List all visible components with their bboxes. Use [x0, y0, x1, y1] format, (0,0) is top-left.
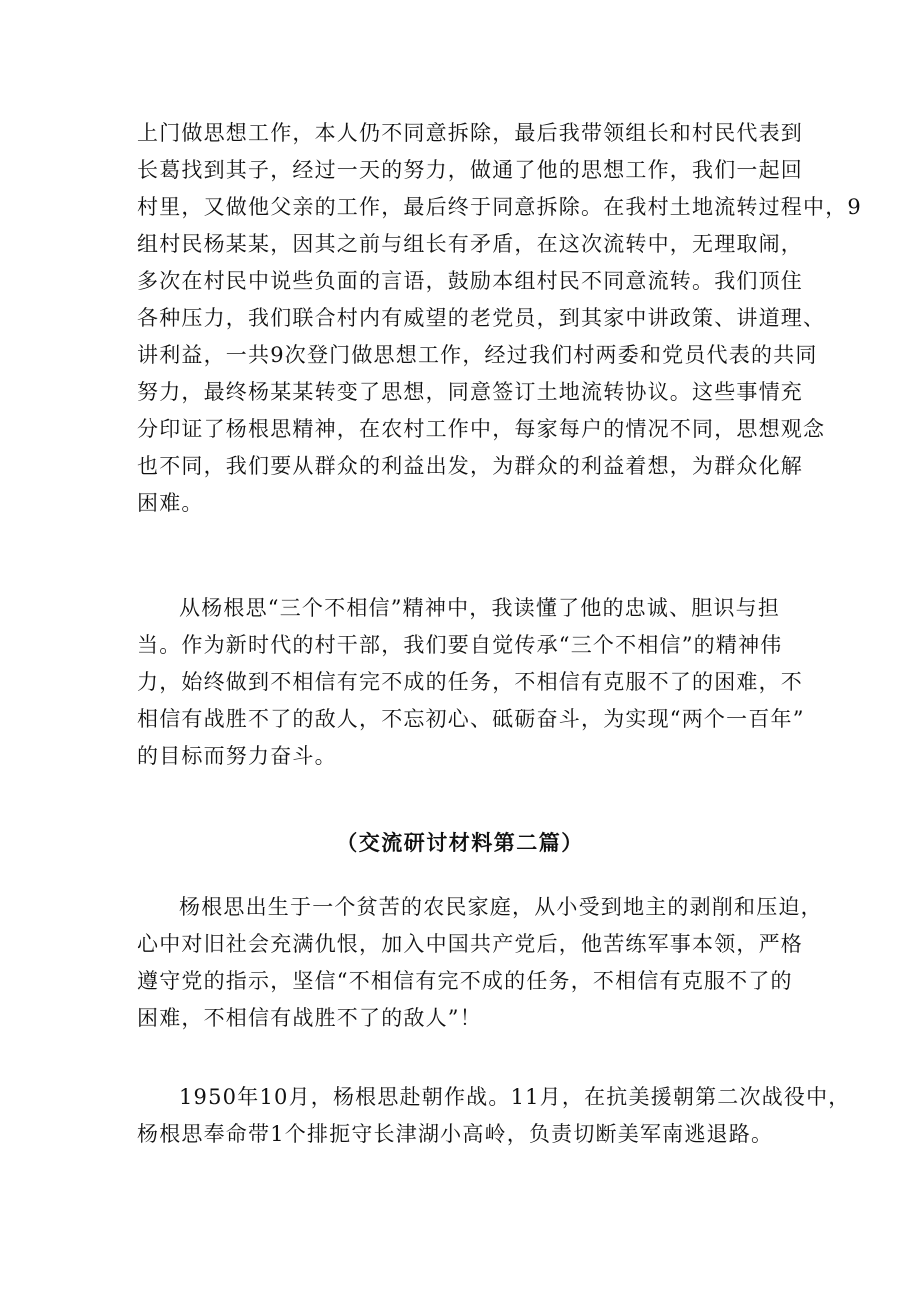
text-line: 困难，不相信有战胜不了的敌人”！ [137, 1006, 482, 1030]
text-line: 心中对旧社会充满仇恨，加入中国共产党后，他苦练军事本领，严格 [137, 932, 803, 956]
text-line: 杨根思奉命带1个排扼守长津湖小高岭，负责切断美军南逃退路。 [137, 1122, 774, 1146]
paragraph-continued [137, 115, 862, 522]
text-line: 困难。 [137, 491, 204, 515]
text-line: 也不同，我们要从群众的利益出发，为群众的利益着想，为群众化解 [137, 454, 803, 478]
text-line: 各种压力，我们联合村内有威望的老党员，到其家中讲政策、讲道理、 [137, 306, 826, 330]
text-line: 多次在村民中说些负面的言语，鼓励本组村民不同意流转。我们顶住 [137, 269, 803, 293]
text-line: 1950年10月，杨根思赴朝作战。11月，在抗美援朝第二次战役中， [179, 1085, 851, 1109]
text-line: 组村民杨某某，因其之前与组长有矛盾，在这次流转中，无理取闹， [137, 232, 803, 256]
paragraph-biography [137, 889, 823, 1037]
text-line: 长葛找到其子，经过一天的努力，做通了他的思想工作，我们一起回 [137, 158, 803, 182]
text-line: 相信有战胜不了的敌人，不忘初心、砥砺奋斗，为实现“两个一百年” [137, 707, 805, 731]
text-line: 讲利益，一共9次登门做思想工作，经过我们村两委和党员代表的共同 [137, 343, 818, 367]
text-line: 遵守党的指示，坚信“不相信有完不成的任务，不相信有克服不了的 [137, 969, 793, 993]
text-line: 的目标而努力奋斗。 [137, 744, 337, 768]
text-line: 努力，最终杨某某转变了思想，同意签订土地流转协议。这些事情充 [137, 380, 803, 404]
paragraph-korean-war [137, 1079, 851, 1153]
paragraph-three-beliefs [137, 590, 805, 775]
text-line: 从杨根思“三个不相信”精神中，我读懂了他的忠诚、胆识与担 [179, 596, 781, 620]
text-line: 杨根思出生于一个贫苦的农民家庭，从小受到地主的剥削和压迫， [179, 895, 823, 919]
text-line: 村里，又做他父亲的工作，最后终于同意拆除。在我村土地流转过程中，9 [137, 195, 862, 219]
text-line: 当。作为新时代的村干部，我们要自觉传承“三个不相信”的精神伟 [137, 633, 783, 657]
text-line: 力，始终做到不相信有完不成的任务，不相信有克服不了的困难，不 [137, 670, 803, 694]
text-line: 上门做思想工作，本人仍不同意拆除，最后我带领组长和村民代表到 [137, 121, 803, 145]
section-heading: （交流研讨材料第二篇） [336, 830, 584, 855]
text-line: 分印证了杨根思精神，在农村工作中，每家每户的情况不同，思想观念 [137, 417, 826, 441]
